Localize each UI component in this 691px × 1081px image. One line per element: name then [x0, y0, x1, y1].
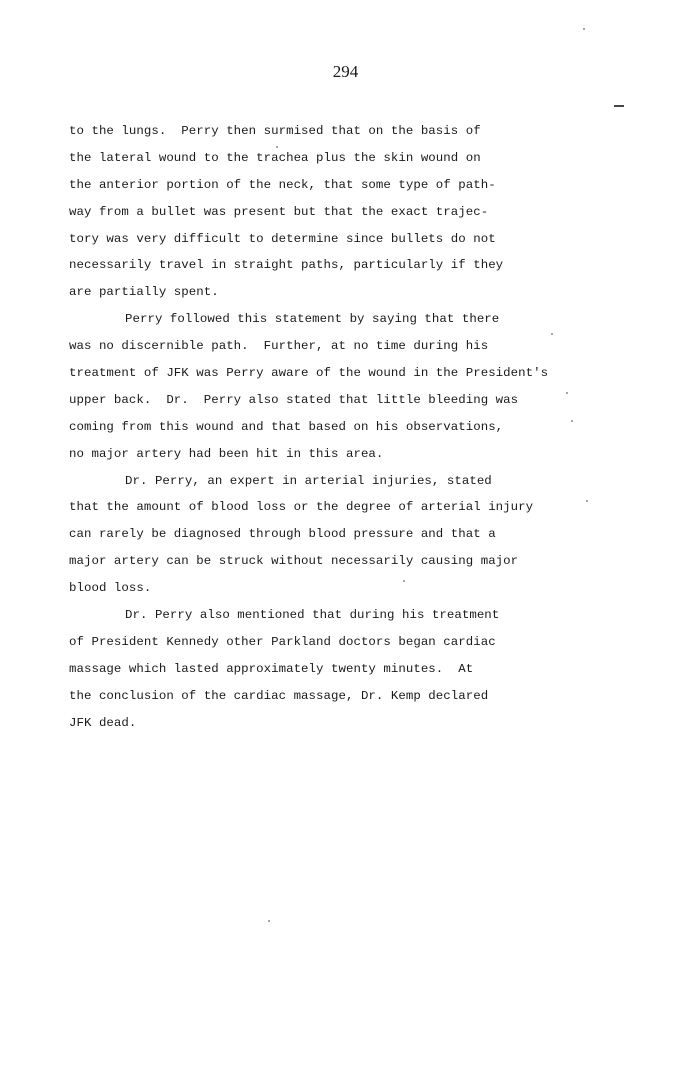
text-line: massage which lasted approximately twenty minutes. At: [69, 661, 474, 676]
text-line: Perry followed this statement by saying that there: [125, 312, 500, 327]
text-line: that the amount of blood loss or the degree of arterial injury: [69, 500, 534, 515]
paragraph: [69, 118, 669, 306]
text-line: the anterior portion of the neck, that some type of path-: [69, 177, 496, 192]
text-line: the conclusion of the cardiac massage, Dr. Kemp declared: [69, 688, 489, 703]
text-line: to the lungs. Perry then surmised that on the basis of: [69, 124, 481, 138]
paragraph: [69, 602, 669, 736]
page-number: 294: [332, 62, 359, 81]
text-line: JFK dead.: [69, 715, 137, 730]
text-line: no major artery had been hit in this area.: [69, 446, 384, 461]
text-line: way from a bullet was present but that the exact trajec-: [69, 204, 489, 219]
text-line: of President Kennedy other Parkland doctors began cardiac: [69, 634, 496, 649]
scan-speck: [551, 333, 553, 335]
text-line: necessarily travel in straight paths, particularly if they: [69, 258, 504, 273]
text-line: coming from this wound and that based on his observations,: [69, 419, 504, 434]
scan-speck: [276, 146, 278, 148]
text-line: blood loss.: [69, 581, 152, 596]
paragraph: [69, 306, 669, 467]
scan-speck: [268, 920, 270, 922]
text-line: can rarely be diagnosed through blood pressure and that a: [69, 527, 496, 542]
paragraph: [69, 468, 669, 602]
scan-speck: [566, 392, 568, 394]
scan-speck: [586, 500, 588, 502]
text-line: major artery can be struck without necessarily causing major: [69, 554, 519, 569]
text-line: upper back. Dr. Perry also stated that little bleeding was: [69, 392, 519, 407]
margin-mark: [614, 105, 624, 107]
text-line: are partially spent.: [69, 285, 219, 300]
text-line: the lateral wound to the trachea plus the skin wound on: [69, 150, 481, 165]
scan-speck: [571, 420, 573, 422]
text-line: tory was very difficult to determine since bullets do not: [69, 231, 496, 246]
text-line: Dr. Perry also mentioned that during his treatment: [125, 608, 500, 623]
text-line: treatment of JFK was Perry aware of the wound in the President's: [69, 366, 549, 381]
scan-speck: [403, 580, 405, 582]
scan-speck: [583, 28, 585, 30]
body-text: [69, 118, 669, 736]
text-line: Dr. Perry, an expert in arterial injuries, stated: [125, 473, 492, 488]
text-line: was no discernible path. Further, at no time during his: [69, 339, 489, 354]
